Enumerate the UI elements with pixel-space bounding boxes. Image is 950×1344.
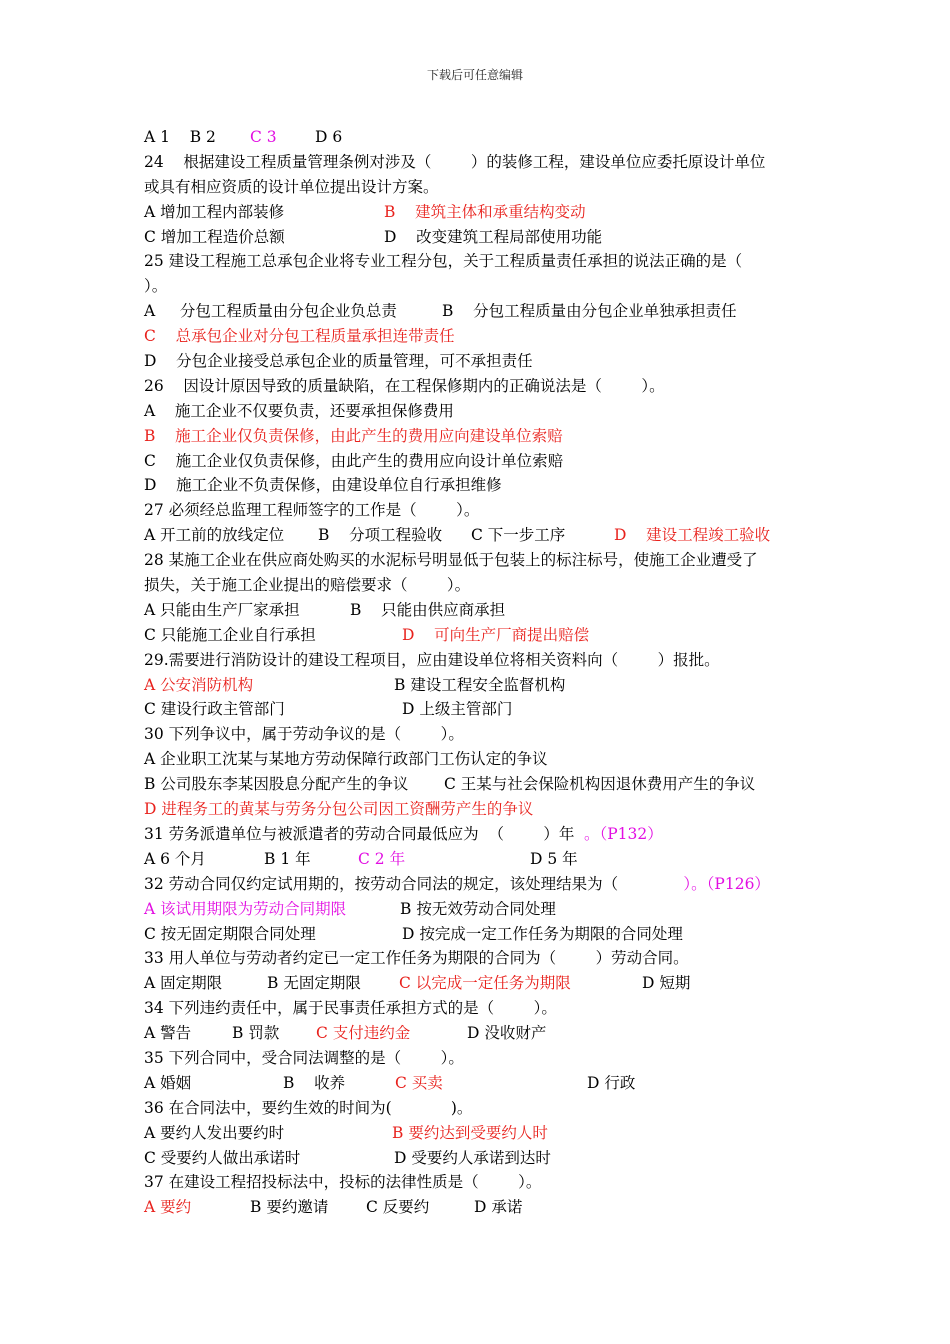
text-segment: 26 因设计原因导致的质量缺陷，在工程保修期内的正确说法是（ ）。 xyxy=(144,376,665,395)
text-segment: 30 下列争议中，属于劳动争议的是（ ）。 xyxy=(144,725,464,744)
text-line xyxy=(144,872,814,897)
text-line xyxy=(144,424,814,449)
text-segment: 损失，关于施工企业提出的赔偿要求（ ）。 xyxy=(144,576,471,595)
text-segment: 29.需要进行消防设计的建设工程项目，应由建设单位将相关资料向（ ）报批。 xyxy=(144,650,720,669)
text-line xyxy=(144,1071,814,1096)
text-segment: C 受要约人做出承诺时 xyxy=(144,1148,301,1167)
text-line xyxy=(144,548,814,573)
text-line xyxy=(144,847,814,872)
page-header: 下载后可任意编辑 xyxy=(426,68,523,82)
answer-text: B 建筑主体和承重结构变动 xyxy=(384,202,586,221)
text-segment: 35 下列合同中，受合同法调整的是（ ）。 xyxy=(144,1048,464,1067)
text-segment: 34 下列违约责任中，属于民事责任承担方式的是（ ）。 xyxy=(144,999,557,1018)
text-line xyxy=(144,299,814,324)
text-line xyxy=(144,473,814,498)
text-line xyxy=(144,324,814,349)
text-segment: A 1 B 2 xyxy=(144,128,216,146)
text-line xyxy=(144,249,814,274)
text-line xyxy=(144,1146,814,1171)
text-line xyxy=(144,1021,814,1046)
text-line xyxy=(144,200,814,225)
text-line xyxy=(144,623,814,648)
text-segment: C 施工企业仅负责保修，由此产生的费用应向设计单位索赔 xyxy=(144,451,564,470)
text-segment: A 要约人发出要约时 xyxy=(144,1123,285,1142)
text-line xyxy=(144,797,814,822)
text-line xyxy=(144,822,814,847)
answer-text: D 建设工程竣工验收 xyxy=(614,526,771,545)
text-segment: 27 必须经总监理工程师签字的工作是（ ）。 xyxy=(144,501,480,520)
text-segment: D 上级主管部门 xyxy=(402,700,513,719)
text-segment: C 增加工程造价总额 xyxy=(144,227,285,246)
text-line xyxy=(144,722,814,747)
text-segment: 33 用人单位与劳动者约定已一定工作任务为期限的合同为（ ）劳动合同。 xyxy=(144,949,689,968)
text-line xyxy=(144,598,814,623)
text-segment: D 行政 xyxy=(587,1073,636,1092)
text-segment: A 固定期限 xyxy=(144,974,223,993)
answer-text: B 施工企业仅负责保修，由此产生的费用应向建设单位索赔 xyxy=(144,426,563,445)
text-segment: D 短期 xyxy=(642,974,691,993)
text-segment: D 受要约人承诺到达时 xyxy=(394,1148,551,1167)
text-segment: C 建设行政主管部门 xyxy=(144,700,285,719)
text-segment: A 婚姻 xyxy=(144,1073,192,1092)
text-segment: 25 建设工程施工总承包企业将专业工程分包，关于工程质量责任承担的说法正确的是（ xyxy=(144,252,743,271)
text-segment: 24 根据建设工程质量管理条例对涉及（ ）的装修工程，建设单位应委托原设计单位 xyxy=(144,152,766,171)
text-segment: A 警告 xyxy=(144,1024,192,1043)
text-line xyxy=(144,1170,814,1195)
text-line xyxy=(144,648,814,673)
text-line xyxy=(144,349,814,374)
text-segment: 36 在合同法中，要约生效的时间为( )。 xyxy=(144,1098,473,1117)
text-line xyxy=(144,996,814,1021)
answer-text: D 进程务工的黄某与劳务分包公司因工资酬劳产生的争议 xyxy=(144,800,534,819)
answer-text: C 以完成一定任务为期限 xyxy=(399,974,571,993)
text-segment: ）。 xyxy=(144,277,168,296)
answer-text: C 3 xyxy=(250,128,277,146)
text-line xyxy=(144,772,814,797)
text-line xyxy=(144,523,814,548)
answer-text: A 要约 xyxy=(144,1198,192,1217)
text-segment: 37 在建设工程招投标法中，投标的法律性质是（ ）。 xyxy=(144,1173,542,1192)
text-segment: A 分包工程质量由分包企业负总责 xyxy=(144,302,397,321)
answer-text: A 该试用期限为劳动合同期限 xyxy=(144,899,347,918)
text-segment: B 收养 xyxy=(283,1073,346,1092)
text-line xyxy=(144,498,814,523)
text-line xyxy=(144,922,814,947)
text-segment: D 5 年 xyxy=(530,849,578,868)
text-segment: B 按无效劳动合同处理 xyxy=(400,899,556,918)
text-segment: A 6 个月 xyxy=(144,849,206,868)
text-line xyxy=(144,399,814,424)
text-segment: A 企业职工沈某与某地方劳动保障行政部门工伤认定的争议 xyxy=(144,750,548,769)
text-line xyxy=(144,946,814,971)
text-segment: C 下一步工序 xyxy=(471,526,566,545)
text-line xyxy=(144,1046,814,1071)
text-line xyxy=(144,175,814,200)
text-segment: D 承诺 xyxy=(474,1198,523,1217)
text-line xyxy=(144,573,814,598)
text-segment: 或具有相应资质的设计单位提出设计方案。 xyxy=(144,177,439,196)
text-segment: 32 劳动合同仅约定试用期的，按劳动合同法的规定，该处理结果为（ xyxy=(144,874,619,893)
text-line xyxy=(144,971,814,996)
text-line xyxy=(144,1121,814,1146)
text-segment: B 要约邀请 xyxy=(250,1198,329,1217)
text-segment: D 施工企业不负责保修，由建设单位自行承担维修 xyxy=(144,476,502,495)
text-segment: A 开工前的放线定位 xyxy=(144,526,285,545)
text-segment: D 按完成一定工作任务为期限的合同处理 xyxy=(402,924,683,943)
text-segment: A 增加工程内部装修 xyxy=(144,202,285,221)
text-segment: 28 某施工企业在供应商处购买的水泥标号明显低于包装上的标注标号，使施工企业遭受了 xyxy=(144,551,758,570)
text-line xyxy=(144,125,814,150)
text-line xyxy=(144,274,814,299)
text-segment: B 建设工程安全监督机构 xyxy=(394,675,566,694)
answer-text: C 支付违约金 xyxy=(316,1024,411,1043)
text-segment: C 按无固定期限合同处理 xyxy=(144,924,316,943)
answer-text: 。（P132） xyxy=(584,824,663,843)
text-segment: A 施工企业不仅要负责，还要承担保修费用 xyxy=(144,401,454,420)
text-line xyxy=(144,697,814,722)
text-line xyxy=(144,150,814,175)
document-body xyxy=(144,125,814,1220)
answer-text: C 2 年 xyxy=(358,849,406,868)
text-segment: B 1 年 xyxy=(264,849,311,868)
text-segment: C 只能施工企业自行承担 xyxy=(144,625,316,644)
answer-text: B 要约达到受要约人时 xyxy=(392,1123,548,1142)
text-line xyxy=(144,897,814,922)
text-line xyxy=(144,374,814,399)
text-segment: C 反要约 xyxy=(366,1198,430,1217)
text-segment: B 公司股东李某因股息分配产生的争议 xyxy=(144,775,409,794)
answer-text: C 买卖 xyxy=(395,1073,443,1092)
text-segment: C 王某与社会保险机构因退休费用产生的争议 xyxy=(444,775,756,794)
answer-text: C 总承包企业对分包工程质量承担连带责任 xyxy=(144,327,455,346)
text-line xyxy=(144,449,814,474)
text-segment: B 分包工程质量由分包企业单独承担责任 xyxy=(442,302,737,321)
text-line xyxy=(144,747,814,772)
text-line xyxy=(144,225,814,250)
text-segment: B 无固定期限 xyxy=(267,974,361,993)
text-segment: A 只能由生产厂家承担 xyxy=(144,600,300,619)
answer-text: ）。（P126） xyxy=(644,874,770,893)
text-line xyxy=(144,1096,814,1121)
answer-text: A 公安消防机构 xyxy=(144,675,254,694)
text-segment: D 没收财产 xyxy=(467,1024,547,1043)
text-segment: D 分包企业接受总承包企业的质量管理，可不承担责任 xyxy=(144,352,533,371)
text-line xyxy=(144,1195,814,1220)
text-segment: B 罚款 xyxy=(232,1024,280,1043)
text-segment: B 只能由供应商承担 xyxy=(350,600,506,619)
text-line xyxy=(144,673,814,698)
text-segment: 31 劳务派遣单位与被派遣者的劳动合同最低应为 （ ）年 xyxy=(144,824,575,843)
answer-text: D 可向生产厂商提出赔偿 xyxy=(402,625,590,644)
text-segment: D 6 xyxy=(315,128,343,146)
text-segment: D 改变建筑工程局部使用功能 xyxy=(384,227,603,246)
text-segment: B 分项工程验收 xyxy=(318,526,443,545)
